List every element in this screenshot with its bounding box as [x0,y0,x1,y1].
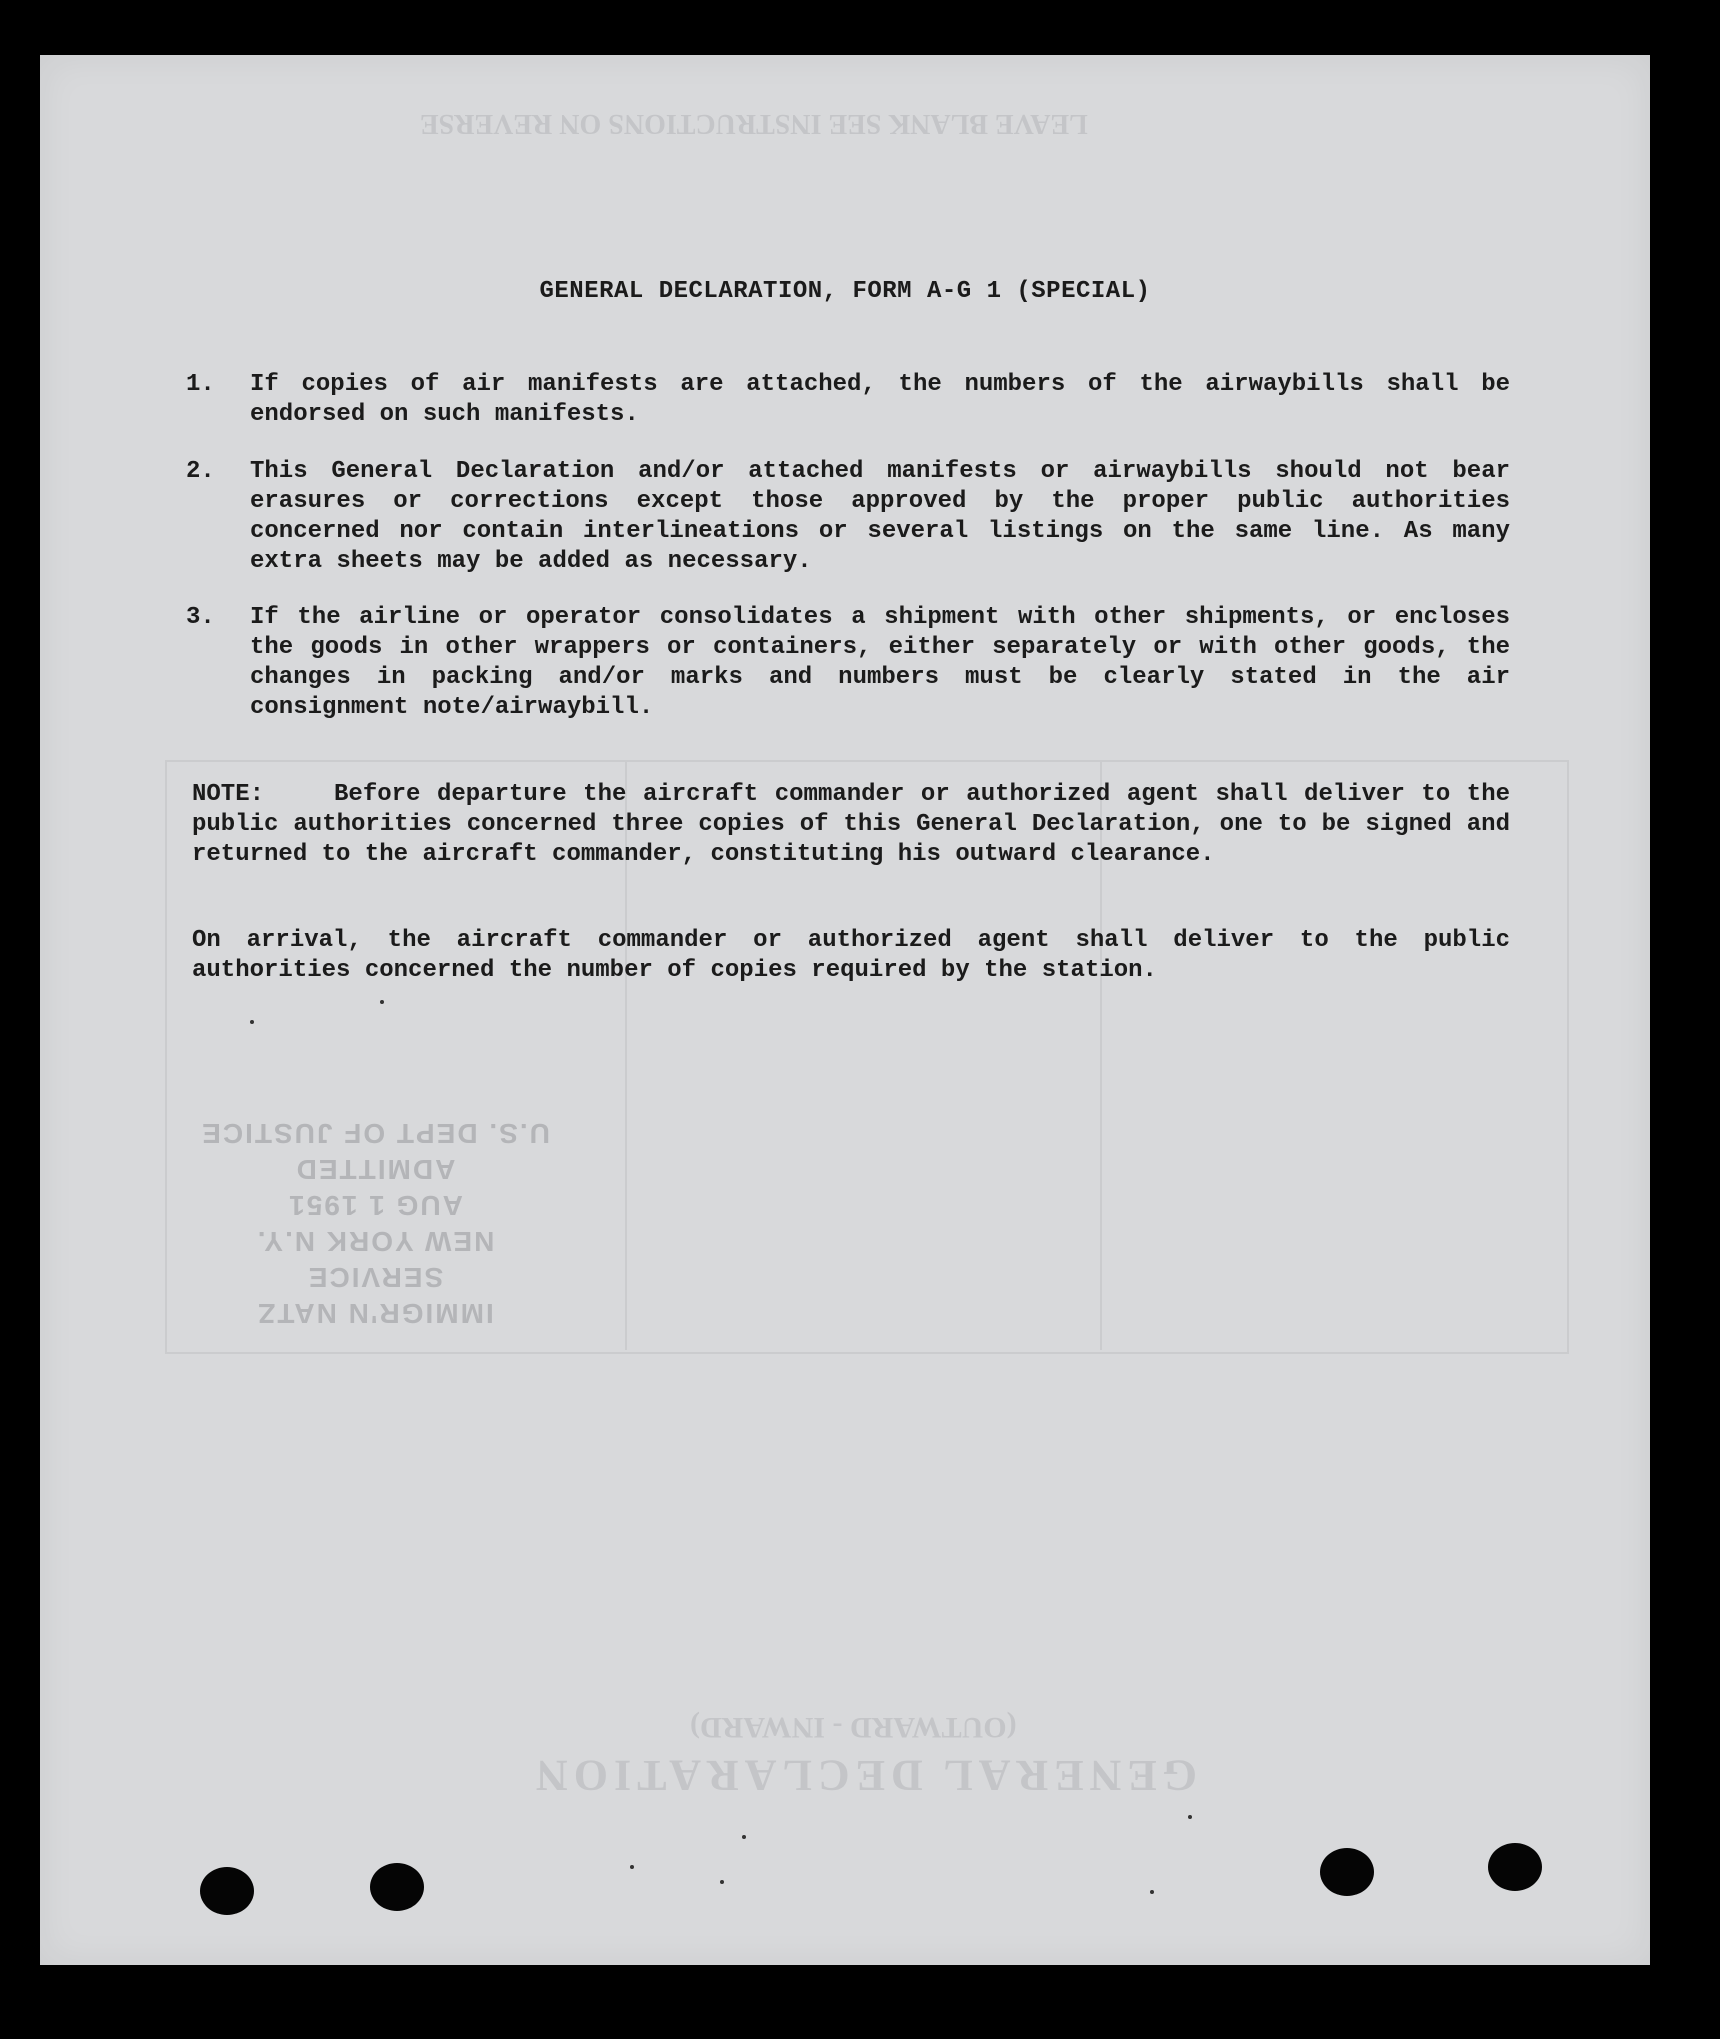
document-page [40,55,1650,1965]
immigration-stamp [195,1115,555,1331]
item-number: 3. [186,604,215,631]
speck [250,1020,254,1024]
note-text: Before departure the aircraft commander or authorized agent shall deliver to the public authorities concerned three copies of this General Declaration, one to be signed and returned to the aircraft commander, constituting his outward clearance. [192,781,1510,868]
note-paragraph [192,780,1510,870]
speck [630,1865,634,1869]
bleed-through-bottom-subtitle: (OUTWARD - INWARD) [690,1711,1017,1744]
item-number: 2. [186,458,215,485]
item-text: This General Declaration and/or attached manifests or airwaybills should not bear erasures or corrections except those approved by the proper public authorities concerned nor contain interlineations or several listings on the same line. As many extra sheets may be added as necessary. [250,458,1510,575]
note-label: NOTE: [192,781,265,808]
item-text: If copies of air manifests are attached, the numbers of the airwaybills shall be endorsed on such manifests. [250,371,1510,428]
speck [380,1000,384,1004]
stamp-line: ADMITTED [294,1154,456,1185]
instruction-item [180,603,1510,723]
punch-hole [200,1867,254,1915]
instruction-item [180,457,1510,577]
arrival-paragraph: On arrival, the aircraft commander or authorized agent shall deliver to the public authorities concerned the number of copies required by the station. [192,927,1510,984]
item-text: If the airline or operator consolidates a shipment with other shipments, or encloses the goods in other wrappers or containers, either separately or with other goods, the changes in packing and/or marks and numbers must be clearly stated in the air consignment note/airwaybill. [250,604,1510,721]
bleed-through-bottom-title: GENERAL DECLARATION [530,1751,1197,1800]
page-title: GENERAL DECLARATION, FORM A-G 1 (SPECIAL) [539,278,1151,305]
speck [742,1835,746,1839]
punch-hole [1320,1848,1374,1896]
bleed-through-top-text: LEAVE BLANK SEE INSTRUCTIONS ON REVERSE [420,108,1088,139]
speck [720,1880,724,1884]
punch-hole [370,1863,424,1911]
item-number: 1. [186,371,215,398]
stamp-line: AUG 1 1951 [287,1190,463,1221]
stamp-line: NEW YORK N.Y. [255,1226,495,1257]
instruction-item [180,370,1510,430]
punch-hole [1488,1843,1542,1891]
stamp-line: IMMIGR'N NATZ SERVICE [256,1262,494,1329]
stamp-line: U.S. DEPT OF JUSTICE [200,1118,550,1149]
speck [1150,1890,1154,1894]
speck [1188,1815,1192,1819]
